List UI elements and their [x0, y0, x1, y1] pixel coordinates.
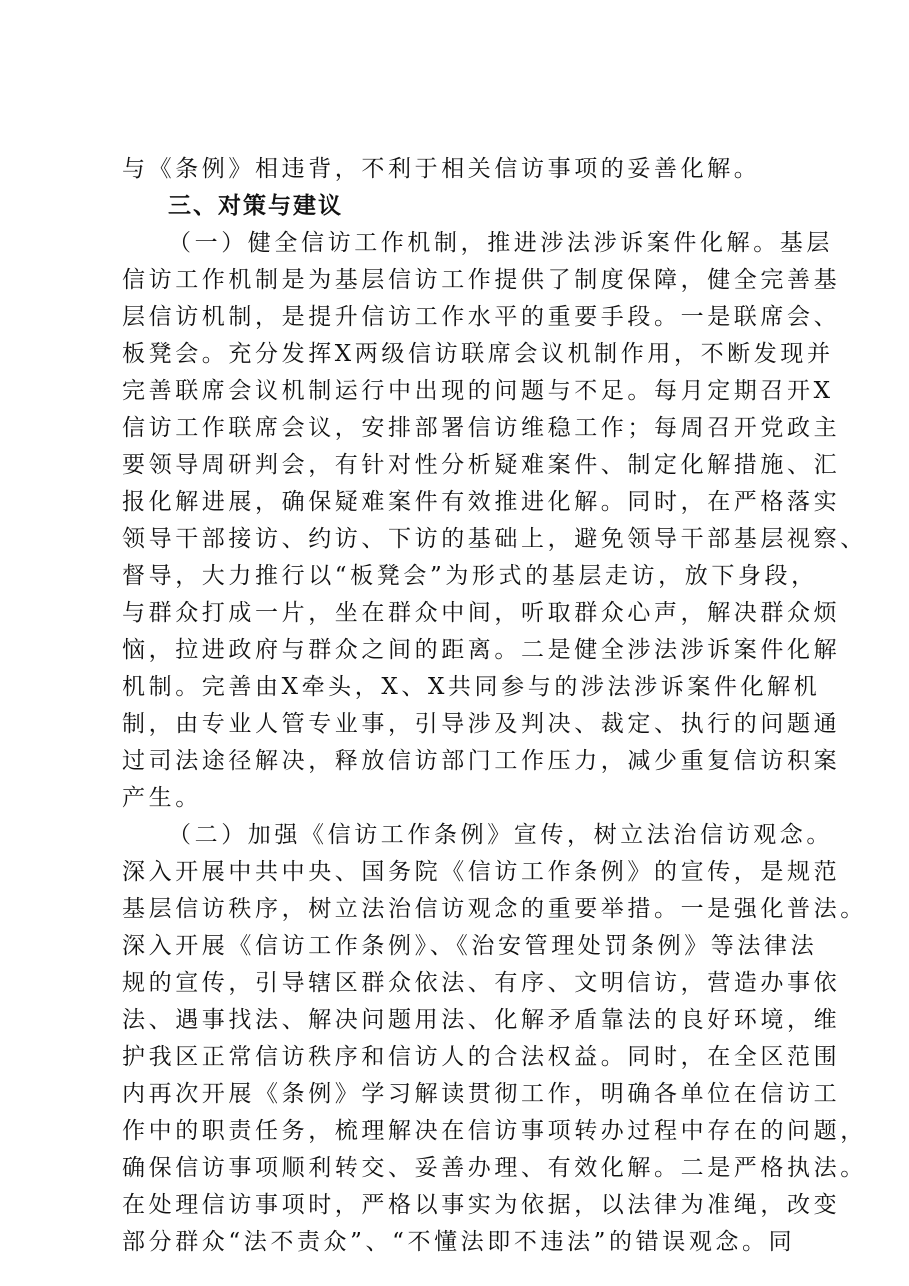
- paragraph-line: 过司法途径解决，释放信访部门工作压力，减少重复信访积案: [122, 748, 841, 774]
- paragraph-line: 产生。: [122, 785, 202, 811]
- paragraph-line: 内再次开展《条例》学习解读贯彻工作，明确各单位在信访工: [122, 1081, 841, 1107]
- paragraph-line: 督导，大力推行以“板凳会”为形式的基层走访，放下身段，: [122, 563, 818, 589]
- paragraph-line: 要领导周研判会，有针对性分析疑难案件、制定化解措施、汇: [122, 452, 841, 478]
- paragraph-line: 护我区正常信访秩序和信访人的合法权益。同时，在全区范围: [122, 1044, 841, 1070]
- paragraph-line: 深入开展中共中央、国务院《信访工作条例》的宣传，是规范: [122, 859, 841, 885]
- paragraph-line: 部分群众“法不责众”、“不懂法即不违法”的错误观念。同: [122, 1229, 796, 1255]
- paragraph-line: 层信访机制，是提升信访工作水平的重要手段。一是联席会、: [122, 304, 841, 330]
- paragraph-line: 法、遇事找法、解决问题用法、化解矛盾靠法的良好环境，维: [122, 1007, 841, 1033]
- subsection-heading-1: （一）健全信访工作机制，推进涉法涉诉案件化解。基层: [168, 230, 833, 256]
- paragraph-line: 信访工作机制是为基层信访工作提供了制度保障，健全完善基: [122, 267, 841, 293]
- paragraph-line: 机制。完善由X牵头，X、X共同参与的涉法涉诉案件化解机: [122, 674, 821, 700]
- paragraph-line: 板凳会。充分发挥X两级信访联席会议机制作用，不断发现并: [122, 341, 834, 367]
- paragraph-line: 在处理信访事项时，严格以事实为依据，以法律为准绳，改变: [122, 1192, 841, 1218]
- paragraph-line: 深入开展《信访工作条例》、《治安管理处罚条例》等法律法: [122, 933, 818, 959]
- paragraph-line: 完善联席会议机制运行中出现的问题与不足。每月定期召开X: [122, 378, 834, 404]
- paragraph-line: 报化解进展，确保疑难案件有效推进化解。同时，在严格落实: [122, 489, 841, 515]
- paragraph-line: 与群众打成一片，坐在群众中间，听取群众心声，解决群众烦: [122, 600, 841, 626]
- paragraph-line: 恼，拉进政府与群众之间的距离。二是健全涉法涉诉案件化解: [122, 637, 841, 663]
- paragraph-line: 基层信访秩序，树立法治信访观念的重要举措。一是强化普法。: [122, 896, 867, 922]
- paragraph-line: 领导干部接访、约访、下访的基础上，避免领导干部基层视察、: [122, 526, 867, 552]
- paragraph-line: 确保信访事项顺利转交、妥善办理、有效化解。二是严格执法。: [122, 1155, 867, 1181]
- paragraph-line: 规的宣传，引导辖区群众依法、有序、文明信访，营造办事依: [122, 970, 841, 996]
- paragraph-line: 制，由专业人管专业事，引导涉及判决、裁定、执行的问题通: [122, 711, 841, 737]
- subsection-heading-2: （二）加强《信访工作条例》宣传，树立法治信访观念。: [168, 822, 833, 848]
- paragraph-line: 与《条例》相违背，不利于相关信访事项的妥善化解。: [122, 156, 761, 182]
- section-heading: 三、对策与建议: [168, 193, 343, 219]
- paragraph-line: 作中的职责任务，梳理解决在信访事项转办过程中存在的问题，: [122, 1118, 867, 1144]
- paragraph-line: 信访工作联席会议，安排部署信访维稳工作；每周召开党政主: [122, 415, 841, 441]
